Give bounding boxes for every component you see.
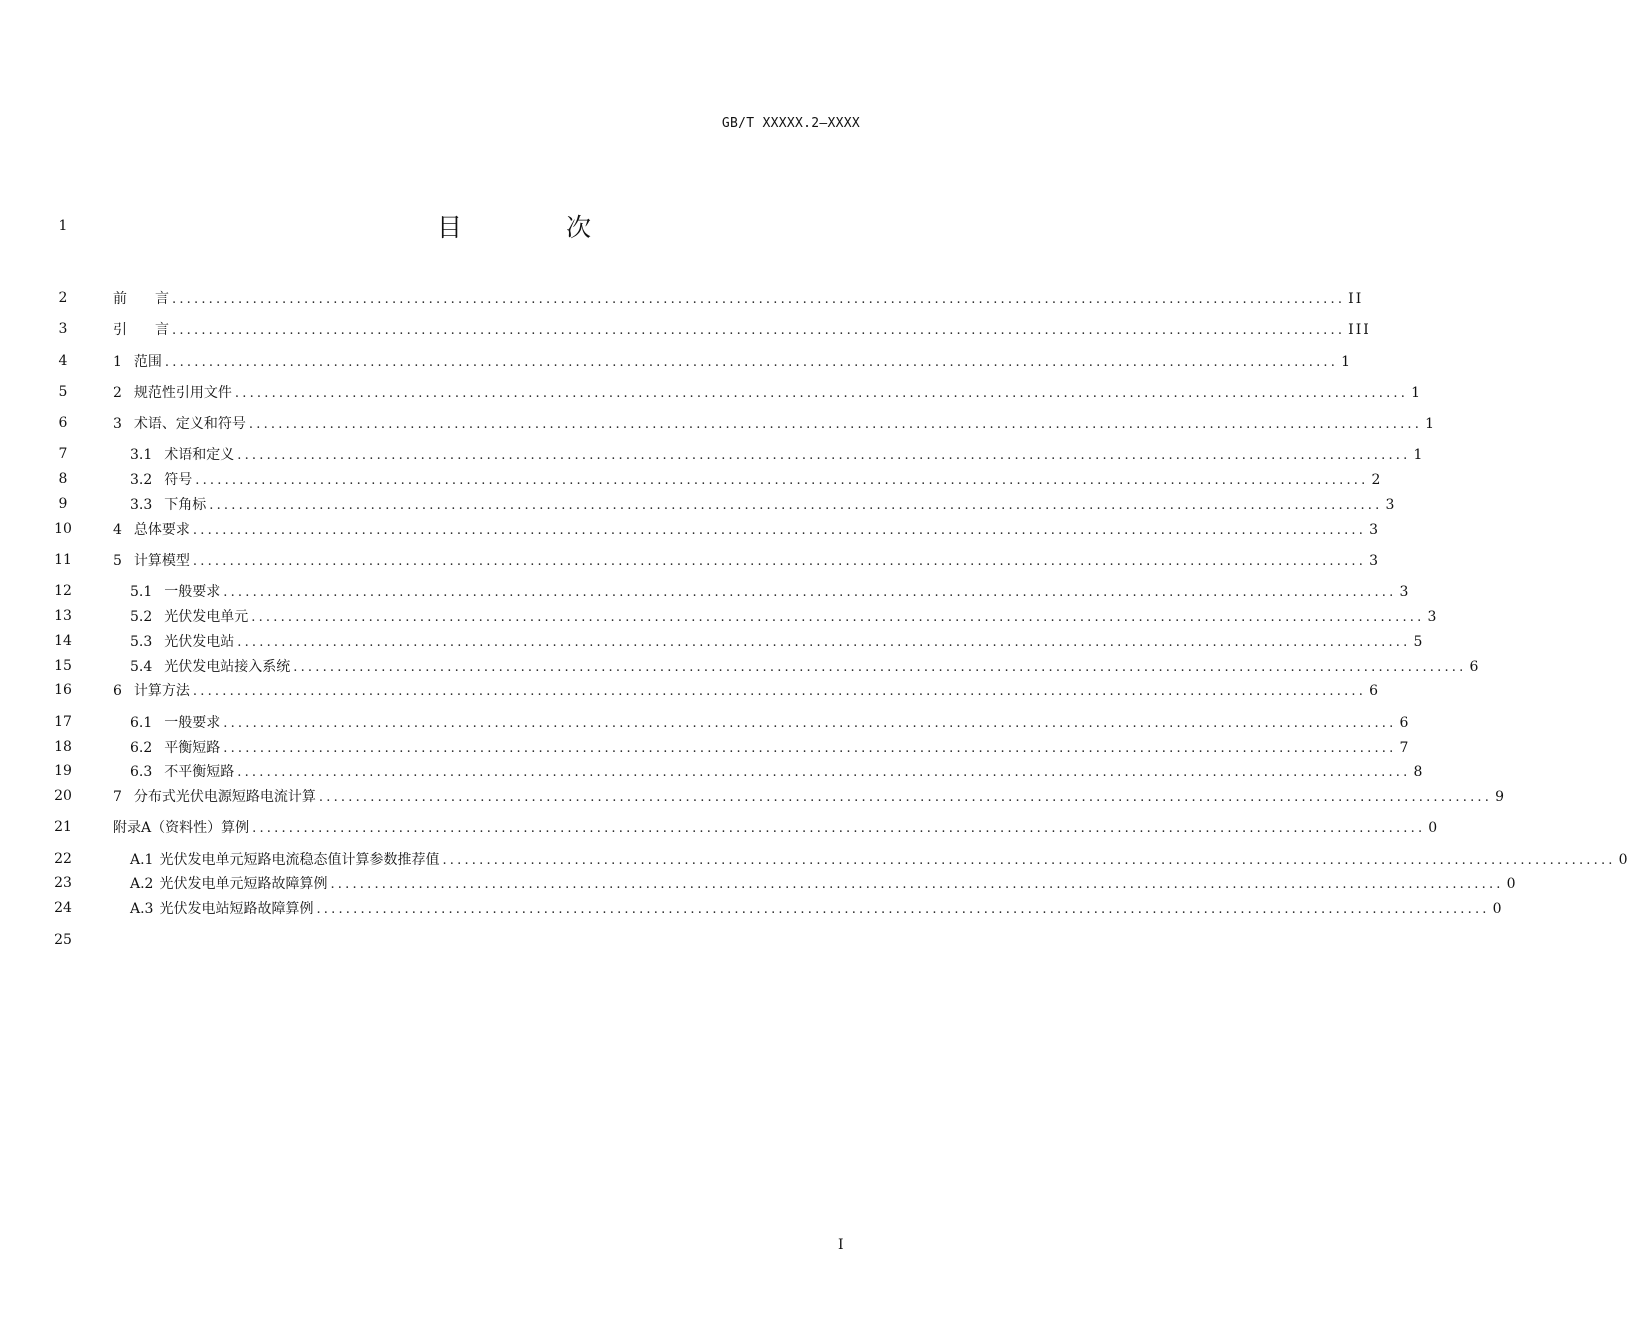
toc-entry[interactable] (130, 606, 1439, 626)
toc-entry-page: II (1348, 291, 1364, 307)
line-number: 22 (54, 851, 72, 867)
dot-leader: ................................................................................................................................................................ (234, 386, 1409, 401)
line-number: 17 (54, 714, 72, 730)
toc-entry-number: 3 (113, 416, 122, 432)
toc-entry[interactable] (130, 494, 1397, 514)
dot-leader: ................................................................................................................................................................ (237, 765, 1411, 780)
toc-entry-page: 0 (1506, 876, 1518, 892)
toc-row (0, 550, 1381, 570)
toc-entry[interactable] (130, 849, 1630, 869)
dot-leader: ................................................................................................................................................................ (223, 741, 1397, 756)
toc-entry-number: 2 (113, 385, 122, 401)
toc-entry-label: 引 言 (113, 322, 169, 338)
toc-entry-label: 一般要求 (164, 715, 221, 731)
dot-leader: ................................................................................................................................................................ (223, 716, 1397, 731)
toc-entry-label: 计算方法 (133, 683, 190, 699)
toc-row (0, 656, 1481, 676)
toc-entry-page: 6 (1469, 659, 1481, 675)
toc-row (0, 351, 1353, 371)
toc-row (0, 469, 1383, 489)
toc-entry[interactable] (113, 680, 1381, 700)
toc-entry-label: 附录A（资料性）算例 (113, 820, 250, 836)
toc-entry[interactable] (130, 712, 1411, 732)
line-number: 7 (58, 446, 68, 462)
document-number: GB/T XXXXX.2—XXXX (721, 116, 860, 131)
toc-entry-label: 光伏发电单元短路电流稳态值计算参数推荐值 (159, 852, 440, 868)
toc-entry-page: 3 (1369, 553, 1381, 569)
blank-line (0, 930, 950, 950)
toc-row (0, 319, 1371, 339)
dot-leader: ................................................................................................................................................................ (209, 498, 1383, 513)
toc-row (0, 444, 1425, 464)
toc-entry-number: 3.1 (130, 447, 153, 463)
toc-entry-page: 0 (1618, 852, 1630, 868)
line-number: 14 (54, 633, 72, 649)
toc-entry-page: 6 (1399, 715, 1411, 731)
toc-entry-label: 规范性引用文件 (133, 385, 232, 401)
line-number: 15 (54, 658, 72, 674)
toc-entry[interactable] (113, 786, 1507, 806)
toc-entry-page: 3 (1427, 609, 1439, 625)
dot-leader: ................................................................................................................................................................ (237, 635, 1411, 650)
toc-row (0, 817, 1440, 837)
toc-entry-page: 3 (1369, 522, 1381, 538)
line-number: 25 (54, 932, 72, 948)
line-number: 4 (58, 353, 68, 369)
toc-row (0, 288, 1364, 308)
toc-row (0, 680, 1381, 700)
toc-entry[interactable] (130, 469, 1383, 489)
toc-entry-number: A.3 (130, 901, 154, 917)
toc-entry-page: III (1348, 322, 1371, 338)
title-line (0, 208, 950, 244)
dot-leader: ................................................................................................................................................................ (195, 473, 1369, 488)
toc-entry-page: 1 (1341, 354, 1353, 370)
toc-entry-number: 6.1 (130, 715, 153, 731)
toc-entry-label: 计算模型 (133, 553, 190, 569)
toc-entry-number: 6 (113, 683, 122, 699)
toc-row (0, 873, 1518, 893)
toc-entry[interactable] (130, 444, 1425, 464)
toc-entry-number: 5.1 (130, 584, 153, 600)
toc-entry[interactable] (130, 581, 1411, 601)
toc-entry-number: 7 (113, 789, 122, 805)
page-number: I (838, 1237, 844, 1253)
toc-entry-page: 6 (1369, 683, 1381, 699)
dot-leader: ................................................................................................................................................................ (293, 660, 1467, 675)
line-number: 13 (54, 608, 72, 624)
toc-entry-page: 7 (1399, 740, 1411, 756)
toc-entry-label: 分布式光伏电源短路电流计算 (133, 789, 316, 805)
line-number: 3 (58, 321, 68, 337)
toc-entry-label: 术语、定义和符号 (133, 416, 246, 432)
toc-entry-page: 9 (1495, 789, 1507, 805)
page-title: 目 次 (437, 213, 639, 242)
toc-entry-page: 1 (1425, 416, 1437, 432)
line-number: 1 (58, 218, 68, 234)
toc-entry-page: 3 (1399, 584, 1411, 600)
dot-leader: ................................................................................................................................................................ (251, 610, 1425, 625)
dot-leader: ................................................................................................................................................................ (252, 821, 1426, 836)
toc-row (0, 631, 1425, 651)
toc-entry[interactable] (113, 288, 1364, 308)
toc-row (0, 494, 1397, 514)
toc-entry[interactable] (113, 550, 1381, 570)
toc-entry-number: 4 (113, 522, 122, 538)
line-number: 8 (58, 471, 68, 487)
line-number: 20 (54, 788, 72, 804)
toc-entry-label: 平衡短路 (164, 740, 221, 756)
toc-entry-number: 5.4 (130, 659, 153, 675)
toc-entry-number: 5.2 (130, 609, 153, 625)
toc-entry-label: 范围 (133, 354, 162, 370)
toc-entry[interactable] (130, 656, 1481, 676)
toc-entry-number: A.1 (130, 852, 154, 868)
line-number: 12 (54, 583, 72, 599)
toc-entry[interactable] (130, 761, 1425, 781)
toc-row (0, 786, 1507, 806)
toc-entry[interactable] (113, 319, 1371, 339)
line-number: 23 (54, 875, 72, 891)
line-number: 21 (54, 819, 72, 835)
dot-leader: ................................................................................................................................................................ (223, 585, 1397, 600)
toc-entry-number: 3.3 (130, 497, 153, 513)
toc-entry[interactable] (130, 873, 1518, 893)
toc-entry-label: 光伏发电站 (164, 634, 235, 650)
toc-entry-page: 5 (1413, 634, 1425, 650)
toc-row (0, 519, 1381, 539)
dot-leader: ................................................................................................................................................................ (318, 790, 1493, 805)
toc-entry[interactable] (113, 817, 1440, 837)
toc-entry[interactable] (130, 737, 1411, 757)
line-number: 5 (58, 384, 68, 400)
toc-entry-number: 5.3 (130, 634, 153, 650)
line-number: 11 (54, 552, 72, 568)
line-number: 10 (54, 521, 72, 537)
line-number: 2 (58, 290, 68, 306)
dot-leader: ................................................................................................................................................................ (172, 292, 1346, 307)
line-number: 9 (58, 496, 68, 512)
toc-entry-page: 0 (1428, 820, 1440, 836)
toc-entry-page: 1 (1411, 385, 1423, 401)
toc-row (0, 606, 1439, 626)
toc-entry-number: 3.2 (130, 472, 153, 488)
dot-leader: ................................................................................................................................................................ (172, 323, 1346, 338)
toc-entry-page: 2 (1371, 472, 1383, 488)
toc-entry-label: 一般要求 (164, 584, 221, 600)
toc-entry-page: 8 (1413, 764, 1425, 780)
dot-leader: ................................................................................................................................................................ (237, 448, 1411, 463)
toc-entry-number: 6.2 (130, 740, 153, 756)
toc-entry-label: 不平衡短路 (164, 764, 235, 780)
line-number: 24 (54, 900, 72, 916)
toc-entry-number: 1 (113, 354, 122, 370)
toc-entry[interactable] (130, 631, 1425, 651)
line-number: 18 (54, 739, 72, 755)
toc-row (0, 761, 1425, 781)
toc-entry[interactable] (113, 382, 1423, 402)
toc-entry[interactable] (113, 519, 1381, 539)
toc-entry-page: 1 (1413, 447, 1425, 463)
dot-leader: ................................................................................................................................................................ (164, 355, 1339, 370)
toc-entry-number: 5 (113, 553, 122, 569)
toc-entry-label: 光伏发电站短路故障算例 (159, 901, 314, 917)
dot-leader: ................................................................................................................................................................ (330, 877, 1504, 892)
line-number: 16 (54, 682, 72, 698)
toc-row (0, 712, 1411, 732)
toc-entry[interactable] (130, 898, 1504, 918)
dot-leader: ................................................................................................................................................................ (192, 523, 1367, 538)
dot-leader: ................................................................................................................................................................ (316, 902, 1490, 917)
line-number: 6 (58, 415, 68, 431)
toc-entry-label: 符号 (164, 472, 193, 488)
toc-entry-page: 0 (1492, 901, 1504, 917)
toc-entry-label: 总体要求 (133, 522, 190, 538)
line-number: 19 (54, 763, 72, 779)
toc-row (0, 413, 1437, 433)
toc-entry-number: 6.3 (130, 764, 153, 780)
dot-leader: ................................................................................................................................................................ (248, 417, 1423, 432)
toc-entry-number: A.2 (130, 876, 154, 892)
toc-row (0, 581, 1411, 601)
toc-entry-label: 下角标 (164, 497, 207, 513)
toc-row (0, 849, 1630, 869)
dot-leader: ................................................................................................................................................................ (192, 684, 1367, 699)
toc-row (0, 737, 1411, 757)
toc-entry-label: 光伏发电站接入系统 (164, 659, 291, 675)
toc-entry-label: 光伏发电单元 (164, 609, 249, 625)
dot-leader: ................................................................................................................................................................ (442, 853, 1616, 868)
toc-entry[interactable] (113, 351, 1353, 371)
toc-row (0, 382, 1423, 402)
toc-entry-label: 前 言 (113, 291, 169, 307)
toc-entry[interactable] (113, 413, 1437, 433)
toc-entry-label: 术语和定义 (164, 447, 235, 463)
toc-row (0, 898, 1504, 918)
toc-entry-label: 光伏发电单元短路故障算例 (159, 876, 328, 892)
toc-entry-page: 3 (1385, 497, 1397, 513)
dot-leader: ................................................................................................................................................................ (192, 554, 1367, 569)
